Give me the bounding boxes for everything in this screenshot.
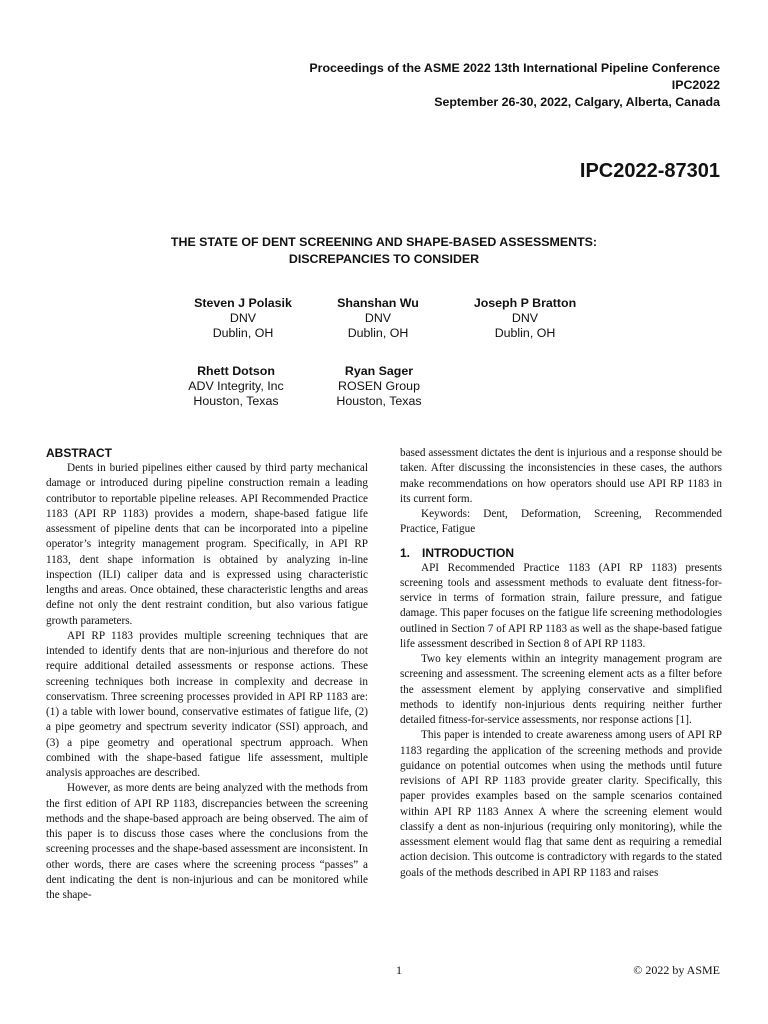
abstract-paragraph: API RP 1183 provides multiple screening techniques that are intended to identify dents that are non-injurious and therefore do not require additional detailed assessments or response actions. These screening techniques both increase in complexity and decrease in conservatism. Three screening processes provided in API RP 1183 are: (1) a table with lower bound, conservative estimates of fatigue life, (2) a pipe geometry and spectrum severity indicator (SSI) approach, and (3) a pipe geometry and operational spectrum approach. When combined with the shape-based fatigue life assessment, multiple analysis approaches are described. <box>46 629 368 780</box>
conference-code: IPC2022 <box>671 77 720 92</box>
conference-name: Proceedings of the ASME 2022 13th International Pipeline Conference <box>309 61 720 75</box>
author-block <box>450 296 600 342</box>
paper-title-line-2: DISCREPANCIES TO CONSIDER <box>288 252 480 266</box>
author-name: Joseph P Bratton <box>473 296 577 310</box>
abstract-paragraph: However, as more dents are being analyzed with the methods from the first edition of API RP 1183, discrepancies between the screening methods and the shape-based approach are being observed. The aim of this paper is to discuss those cases where the conclusions from the screening processes and the shape-based assessment are inconsistent. In other words, there are cases where the screening process “passes” a dent indicating the dent is non-injurious and can be monitored while the shape- <box>46 782 368 902</box>
keywords: Keywords: Dent, Deformation, Screening, Recommended Practice, Fatigue <box>400 508 722 536</box>
section-title: INTRODUCTION <box>422 545 514 560</box>
author-location: Dublin, OH <box>212 326 274 341</box>
proceedings-header <box>309 60 720 110</box>
left-column <box>46 446 368 903</box>
introduction-paragraph: API Recommended Practice 1183 (API RP 1183) presents screening tools and assessment methods to evaluate dent fitness-for-service in terms of formation strain, failure pressure, and fatigue damage. This paper focuses on the fatigue life screening methodologies outlined in Section 7 of API RP 1183 as well as the shape-based fatigue life assessment described in Section 8 of API RP 1183. <box>400 561 722 650</box>
author-name: Ryan Sager <box>344 364 414 378</box>
section-number: 1. <box>400 545 411 560</box>
author-block <box>304 364 454 410</box>
author-block <box>161 364 311 410</box>
author-block <box>168 296 318 342</box>
page-number: 1 <box>396 963 402 977</box>
right-column <box>400 446 722 881</box>
author-block <box>303 296 453 342</box>
author-affiliation: DNV <box>364 311 392 326</box>
author-location: Dublin, OH <box>494 326 556 341</box>
paper-title-line-1: THE STATE OF DENT SCREENING AND SHAPE-BASED ASSESSMENTS: <box>170 235 598 249</box>
author-location: Houston, Texas <box>336 394 422 409</box>
author-location: Houston, Texas <box>193 394 279 409</box>
author-location: Dublin, OH <box>347 326 409 341</box>
introduction-paragraph: This paper is intended to create awareness among users of API RP 1183 regarding the application of the screening methods and provide guidance on potential outcomes when using the methods until future revisions of API RP 1183 provide greater clarity. Specifically, this paper provides examples based on the sample scenarios contained within API RP 1183 Annex A where the screening element would classify a dent as non-injurious (requiring only monitoring), while the assessment element would flag that same dent as requiring a remedial action decision. This outcome is contradictory with regards to the stated goals of the methods described in API RP 1183 and raises <box>400 729 722 879</box>
author-affiliation: DNV <box>511 311 539 326</box>
author-affiliation: DNV <box>229 311 257 326</box>
author-affiliation: ADV Integrity, Inc <box>188 379 284 394</box>
author-affiliation: ROSEN Group <box>338 379 420 394</box>
copyright-notice: © 2022 by ASME <box>633 963 720 977</box>
abstract-heading: ABSTRACT <box>46 446 112 460</box>
abstract-continuation: based assessment dictates the dent is injurious and a response should be taken. After discussing the inconsistencies in these cases, the authors make recommendations on how operators should use API RP 1183 in its current form. <box>400 447 722 505</box>
author-name: Shanshan Wu <box>337 296 419 310</box>
abstract-paragraph: Dents in buried pipelines either caused by third party mechanical damage or introduced during pipeline construction remain a leading contributor to reportable pipeline releases. API Recommended Practice 1183 (API RP 1183) provides a modern, shape-based fatigue life assessment of pipeline dents that can be incorporated into a pipeline operator’s integrity management program. Specifically, in API RP 1183, dent shape information is obtained by analyzing in-line inspection (ILI) caliper data and is expressed using characteristic lengths and areas. Once obtained, these characteristic lengths and areas define not only the dent restraint condition, but also various fatigue growth parameters. <box>46 462 368 627</box>
author-name: Rhett Dotson <box>197 364 275 378</box>
conference-dates: September 26-30, 2022, Calgary, Alberta, Canada <box>434 94 720 109</box>
paper-title <box>0 234 768 268</box>
paper-id: IPC2022-87301 <box>579 160 720 182</box>
introduction-heading <box>400 546 722 561</box>
author-name: Steven J Polasik <box>194 296 292 310</box>
introduction-paragraph: Two key elements within an integrity management program are screening and assessment. The screening element acts as a filter before the assessment element by applying conservative and simplified methods to identify non-injurious dents requiring neither further detailed fitness-for-service assessments, nor response actions [1]. <box>400 653 722 727</box>
